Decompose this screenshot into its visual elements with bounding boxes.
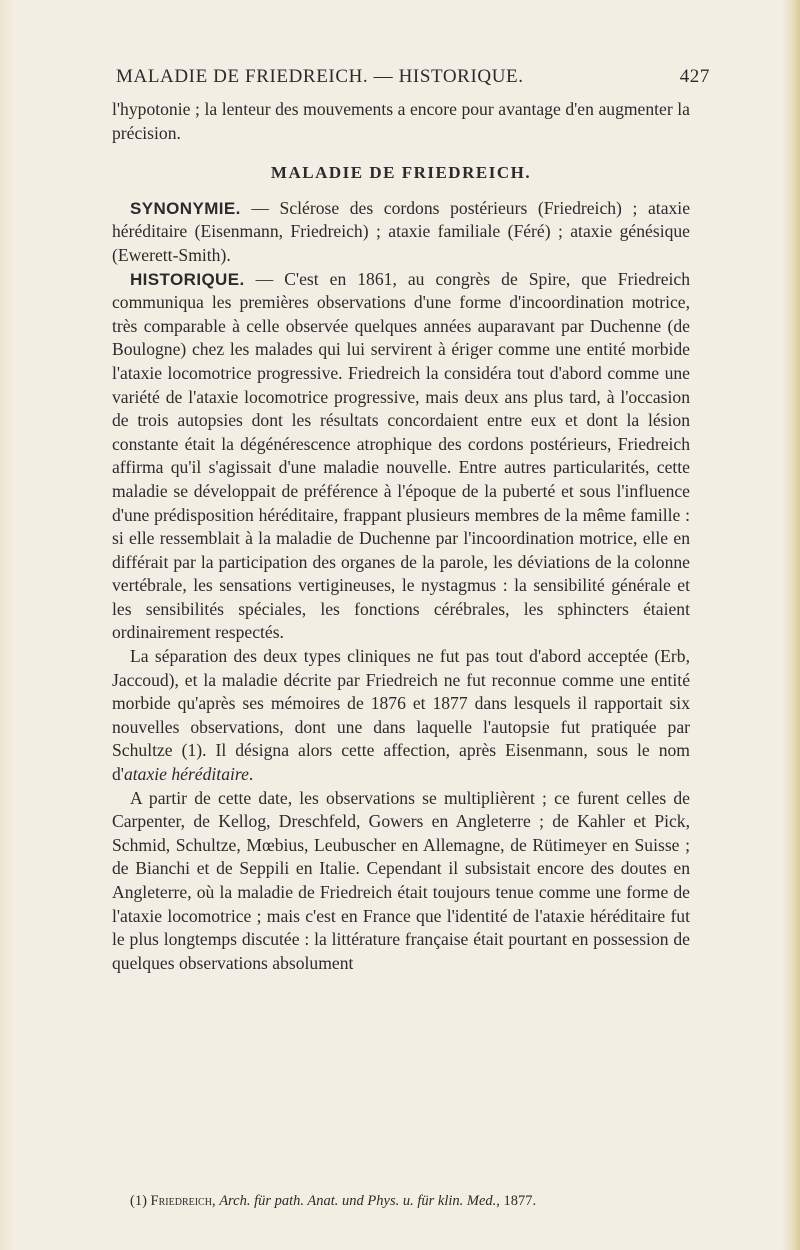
footnote-sep: , — [211, 1193, 220, 1209]
page-edge-shadow-right — [782, 0, 800, 1250]
historique-paragraph-3: A partir de cette date, les observations se multiplièrent ; ce furent celles de Carpenter, de Kellog, Dreschfeld, Gowers en Angleterre ; de Kahler et Pick, Schmid, Schultze, Mœbius, Leubuscher en Allemagne, de Rütimeyer en Suisse ; de Bianchi et de Seppili en Italie. Cependant il subsistait encore des doutes en Angleterre, où la maladie de Friedreich était toujours tenue comme une forme de l'ataxie locomotrice ; mais c'est en France que l'identité de l'ataxie héréditaire fut le plus longtemps discutée : la littérature française était pourtant en possession de quelques observations absolument — [112, 787, 690, 973]
page-number: 427 — [679, 66, 710, 87]
page-edge-shadow-left — [0, 0, 14, 1250]
synonymie-paragraph — [112, 197, 690, 268]
intro-paragraph: l'hypotonie ; la lenteur des mouvements a encore pour avantage d'en augmenter la précision. — [112, 99, 690, 143]
running-head — [116, 66, 710, 90]
historique-label: HISTORIQUE. — [130, 269, 245, 289]
historique-text-2b: . — [248, 764, 254, 785]
historique-text-2-italic: ataxie héréditaire — [123, 764, 249, 785]
historique-paragraph-2 — [112, 645, 690, 787]
chapter-title: MALADIE DE FRIEDREICH. — [270, 163, 532, 183]
historique-text-1: — C'est en 1861, au congrès de Spire, que Friedreich communiqua les premières observations d'une forme d'incoordination motrice, très comparable à celle observée quelques années auparavant par Duchenne (de Boulogne) chez les malades qui lui servirent à ériger comme une entité morbide l'ataxie locomotrice progressive. Friedreich la considéra tout d'abord comme une variété de l'ataxie locomotrice progressive, mais deux ans plus tard, à l'occasion de trois autopsies dont les résultats concordaient entre eux et dont la lésion constante était la dégénérescence atrophique des cordons postérieurs, Friedreich affirma qu'il s'agissait d'une maladie nouvelle. Entre autres particularités, cette maladie se développait de préférence à l'époque de la puberté et sous l'influence d'une prédisposition héréditaire, frappant plusieurs membres de la même famille : si elle ressemblait à la maladie de Duchenne par l'incoordination motrice, elle en différait par la participation des organes de la parole, les déviations de la colonne vertébrale, les sensations vertigineuses, le nystagmus : la sensibilité générale et les sensibilités spéciales, les fonctions cérébrales, les sphincters étaient ordinairement respectés. — [112, 268, 690, 643]
page-body — [112, 98, 690, 975]
synonymie-text: — Sclérose des cordons postérieurs (Friedreich) ; ataxie héréditaire (Eisenmann, Friedreich) ; ataxie familiale (Féré) ; ataxie génésique (Ewerett-Smith). — [112, 197, 690, 265]
footnote-author: Friedreich — [150, 1193, 212, 1209]
historique-paragraph-1 — [112, 268, 690, 646]
running-title: MALADIE DE FRIEDREICH. — HISTORIQUE. — [116, 66, 524, 87]
synonymie-label: SYNONYMIE. — [130, 198, 241, 218]
footnote — [112, 1192, 690, 1210]
footnote-year: , 1877. — [496, 1193, 537, 1209]
footnote-source: Arch. für path. Anat. und Phys. u. für klin. Med. — [219, 1193, 497, 1209]
footnote-marker: (1) — [130, 1193, 151, 1209]
historique-text-2a: La séparation des deux types cliniques ne fut pas tout d'abord acceptée (Erb, Jaccoud), et la maladie décrite par Friedreich ne fut reconnue comme une entité morbide qu'après ses mémoires de 1876 et 1877 dans lesquels il rapportait six nouvelles observations, dont une dans laquelle l'autopsie fut pratiquée par Schultze (1). Il désigna alors cette affection, après Eisenmann, sous le nom d' — [112, 646, 690, 785]
